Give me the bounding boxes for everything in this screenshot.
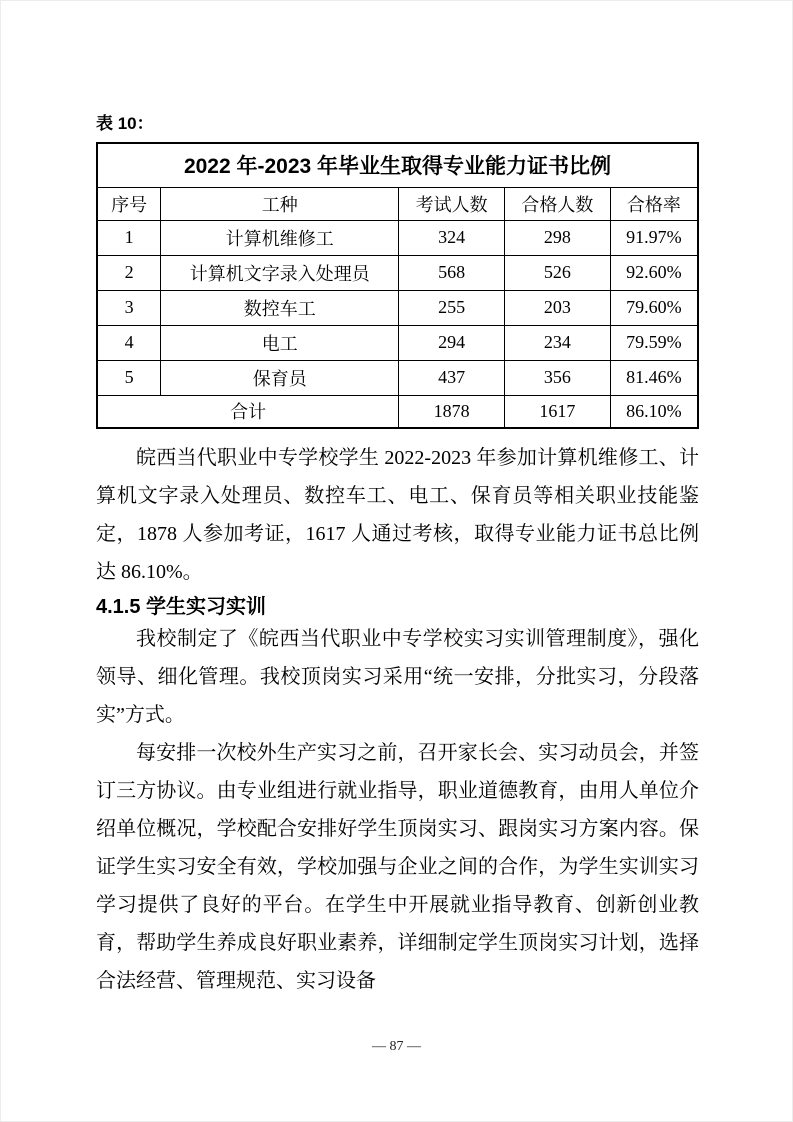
table-cell-examined: 294 (399, 325, 505, 360)
table-row (97, 220, 698, 255)
table-cell-trade: 计算机文字录入处理员 (161, 255, 399, 290)
table-total-row (97, 395, 698, 428)
column-header-examined: 考试人数 (399, 187, 505, 220)
table-total-label: 合计 (97, 395, 399, 428)
table-total-pass-rate: 86.10% (610, 395, 698, 428)
table-cell-passed: 526 (504, 255, 610, 290)
table-title-row (97, 143, 698, 187)
table-cell-trade: 计算机维修工 (161, 220, 399, 255)
table-total-passed: 1617 (504, 395, 610, 428)
table-cell-pass-rate: 81.46% (610, 360, 698, 395)
certificates-table (96, 142, 699, 429)
table-cell-pass-rate: 79.59% (610, 325, 698, 360)
paragraph-internship-arrangements: 每安排一次校外生产实习之前，召开家长会、实习动员会，并签订三方协议。由专业组进行就业指导，职业道德教育，由用人单位介绍单位概况，学校配合安排好学生顶岗实习、跟岗实习方案内容。保证学生实习安全有效，学校加强与企业之间的合作，为学生实训实习学习提供了良好的平台。在学生中开展就业指导教育、创新创业教育，帮助学生养成良好职业素养，详细制定学生顶岗实习计划，选择合法经营、管理规范、实习设备 (96, 742, 699, 992)
table-cell-passed: 298 (504, 220, 610, 255)
column-header-trade: 工种 (161, 187, 399, 220)
column-header-pass-rate: 合格率 (610, 187, 698, 220)
table-cell-trade: 保育员 (161, 360, 399, 395)
table-row (97, 360, 698, 395)
table-cell-trade: 电工 (161, 325, 399, 360)
page-content (1, 1, 792, 1000)
table-cell-passed: 234 (504, 325, 610, 360)
table-cell-pass-rate: 92.60% (610, 255, 698, 290)
table-cell-pass-rate: 79.60% (610, 290, 698, 325)
table-cell-index: 2 (97, 255, 161, 290)
table-cell-examined: 568 (399, 255, 505, 290)
page-number: — 87 — (372, 1039, 421, 1054)
table-total-examined: 1878 (399, 395, 505, 428)
table-title: 2022 年-2023 年毕业生取得专业能力证书比例 (97, 143, 698, 187)
table-cell-examined: 437 (399, 360, 505, 395)
paragraph-internship-policy: 我校制定了《皖西当代职业中专学校实习实训管理制度》，强化领导、细化管理。我校顶岗实习采用“统一安排，分批实习，分段落实”方式。 (96, 628, 699, 726)
table-cell-pass-rate: 91.97% (610, 220, 698, 255)
column-header-index: 序号 (97, 187, 161, 220)
table-caption: 表 10： (96, 114, 154, 133)
table-cell-index: 5 (97, 360, 161, 395)
table-row (97, 290, 698, 325)
section-heading-4-1-5: 4.1.5 学生实习实训 (96, 596, 267, 618)
table-row (97, 325, 698, 360)
table-row (97, 255, 698, 290)
table-cell-trade: 数控车工 (161, 290, 399, 325)
paragraph-certification-summary: 皖西当代职业中专学校学生 2022-2023 年参加计算机维修工、计算机文字录入处理员、数控车工、电工、保育员等相关职业技能鉴定，1878 人参加考证，1617 人通过考核，取得专业能力证书总比例达 86.10%。 (96, 447, 699, 583)
table-cell-passed: 203 (504, 290, 610, 325)
table-cell-index: 1 (97, 220, 161, 255)
table-cell-index: 3 (97, 290, 161, 325)
column-header-passed: 合格人数 (504, 187, 610, 220)
table-cell-examined: 324 (399, 220, 505, 255)
table-cell-passed: 356 (504, 360, 610, 395)
table-cell-index: 4 (97, 325, 161, 360)
table-header-row (97, 187, 698, 220)
table-cell-examined: 255 (399, 290, 505, 325)
